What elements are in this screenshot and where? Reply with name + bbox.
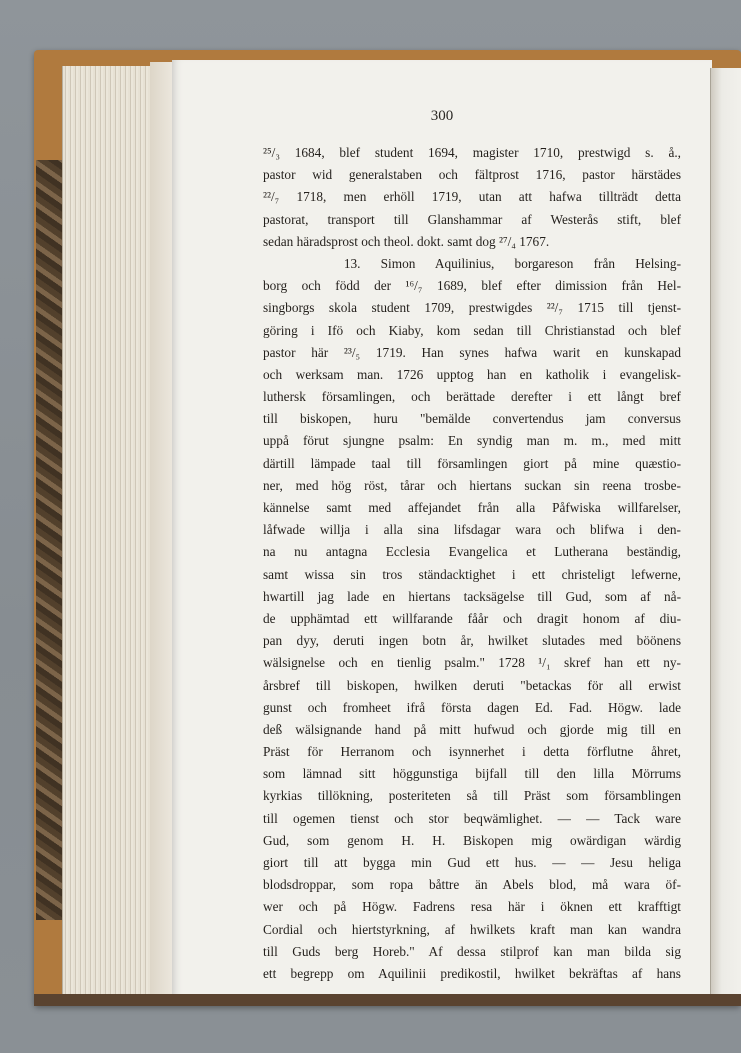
text-line: pastorat, transport till Glanshammar af Westerås stift, blef	[263, 211, 681, 227]
text-line: na nu antagna Ecclesia Evangelica et Lutherana beständig,	[263, 544, 681, 560]
text-line: årsbref till biskopen, hwilken deruti "betackas för all erwist	[263, 677, 681, 693]
text-line: pastor här ²³/₅ 1719. Han synes hafwa warit en kunskapad	[263, 344, 681, 360]
text-line: ett begrepp om Aquilinii predikostil, hwilket bekräftas af hans	[263, 965, 681, 981]
page-number: 300	[430, 108, 454, 124]
page-block-edges	[62, 66, 155, 996]
text-line: hwartill jag lade en hiertans tacksägelse till Gud, som af nå-	[263, 588, 681, 604]
text-line: gunst och fromheet ifrå första dagen Ed. Fad. Högw. lade	[263, 699, 681, 715]
text-line: till ogemen tienst och stor beqwämlighet. — — Tack ware	[263, 810, 681, 826]
text-line: deß wälsignande hand på mitt hufwud och gjorde mig till en	[263, 721, 681, 737]
text-line: wer och på Högw. Fadrens resa här i öknen ett krafftigt	[263, 899, 681, 915]
text-line: till Guds berg Horeb." Af dessa stilprof kan man bilda sig	[263, 943, 681, 959]
text-line: 13. Simon Aquilinius, borgareson från Helsing-	[263, 255, 681, 271]
text-line: göring i Ifö och Kiaby, kom sedan till Christianstad och blef	[263, 322, 681, 338]
text-line: till biskopen, huru "bemälde convertendus jam conversus	[263, 411, 681, 427]
text-line: därtill lämpade taal till församlingen giort på mine quæstio-	[263, 455, 681, 471]
text-line: ²⁵/₃ 1684, blef student 1694, magister 1710, prestwigd s. å.,	[263, 145, 681, 160]
text-line: Cordial och hiertstyrkning, af hwilkets kraft man kan wandra	[263, 921, 681, 937]
text-line: kyrkias tillökning, posteriteten så till Präst som församblingen	[263, 788, 681, 804]
text-line: Gud, som genom H. H. Biskopen mig owärdigan wärdig	[263, 832, 681, 848]
text-line: pastor wid generalstaben och fältprost 1716, pastor härstädes	[263, 167, 681, 183]
text-line: ²²/₇ 1718, men erhöll 1719, utan att hafwa tillträdt detta	[263, 189, 681, 205]
body-text	[263, 142, 681, 985]
text-line: borg och född der ¹⁶/₇ 1689, blef efter dimission från Hel-	[263, 278, 681, 294]
text-line: giort till att bygga min Gud ett hus. — — Jesu heliga	[263, 855, 681, 870]
text-line: och werksam man. 1726 upptog han en katholik i evangelisk-	[263, 366, 681, 382]
text-line: blodsdroppar, som ropa båttre än Abels blod, må wara öf-	[263, 877, 681, 893]
text-line: singborgs skola student 1709, prestwigdes ²²/₇ 1715 till tjenst-	[263, 300, 681, 316]
text-line: låfwade willja i alla sina lifsdagar wara och blifwa i den-	[263, 522, 681, 538]
text-line: Präst för Herranom och isynnerhet i detta förflutne åhret,	[263, 744, 681, 760]
facing-page-edge	[710, 68, 741, 998]
text-line: luthersk församlingen, och berättade derefter i ett långt bref	[263, 389, 681, 405]
text-line: wälsignelse och en tienlig psalm." 1728 ¹/₁ skref han ett ny-	[263, 655, 681, 671]
text-line: sedan häradsprost och theol. dokt. samt dog ²⁷/₄ 1767.	[263, 233, 550, 249]
text-line: kännelse samt med affejandet från alla Påfwiska willfarelser,	[263, 500, 681, 515]
text-line: ner, med hög röst, tårar och hiertans suckan sin reena trosbe-	[263, 477, 681, 493]
text-line: pan dyy, deruti ingen botn år, hwilket slutades med böönens	[263, 633, 681, 649]
text-line: samt wissa sin tros ständacktighet i ett christeligt lefwerne,	[263, 566, 681, 582]
text-line: som lämnad sitt höggunstiga bijfall till den lilla Mörrums	[263, 766, 681, 782]
book-bottom-edge	[34, 994, 741, 1006]
text-line: uppå förut sjungne psalm: En syndig man m. m., med mitt	[263, 433, 681, 449]
marbled-cover-edge	[36, 160, 64, 920]
text-line: de upphämtad ett willfarande fåår och dragit honom af diu-	[263, 610, 681, 626]
